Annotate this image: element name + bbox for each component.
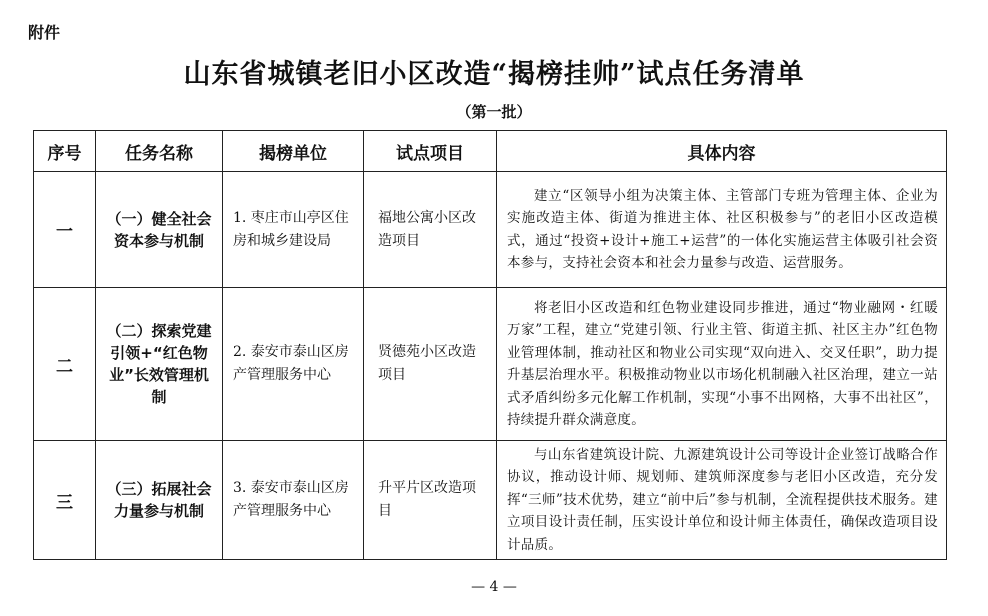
- row-project: 福地公寓小区改造项目: [364, 172, 497, 288]
- row-unit: 1. 枣庄市山亭区住房和城乡建设局: [223, 172, 364, 288]
- header-project: 试点项目: [364, 131, 497, 172]
- header-content: 具体内容: [497, 131, 947, 172]
- row-seq: 一: [34, 172, 96, 288]
- task-list-table: [33, 130, 947, 560]
- row-content: 将老旧小区改造和红色物业建设同步推进，通过“物业融网・红暖万家”工程，建立“党建引领、行业主管、街道主抓、社区主办”红色物业管理体制，推动社区和物业公司实现“双向进入、交叉任职”，助力提升基层治理水平。积极推动物业以市场化机制融入社区治理，建立一站式矛盾纠纷多元化解工作机制，实现“小事不出网格，大事不出社区”，持续提升群众满意度。: [497, 288, 947, 441]
- document-title: 山东省城镇老旧小区改造“揭榜挂帅”试点任务清单: [183, 59, 805, 90]
- document-subtitle: （第一批）: [456, 103, 532, 121]
- row-seq: 三: [34, 441, 96, 560]
- attachment-label: 附件: [28, 23, 61, 42]
- row-content: 建立“区领导小组为决策主体、主管部门专班为管理主体、企业为实施改造主体、街道为推进主体、社区积极参与”的老旧小区改造模式，通过“投资+设计+施工+运营”的一体化实施运营主体吸引社会资本参与，支持社会资本和社会力量参与改造、运营服务。: [497, 172, 947, 288]
- row-seq: 二: [34, 288, 96, 441]
- table-row: [34, 172, 947, 288]
- header-seq: 序号: [34, 131, 96, 172]
- row-task-name: （三）拓展社会力量参与机制: [96, 441, 223, 560]
- row-content: 与山东省建筑设计院、九源建筑设计公司等设计企业签订战略合作协议，推动设计师、规划师、建筑师深度参与老旧小区改造，充分发挥“三师”技术优势，建立“前中后”参与机制，全流程提供技术服务。建立项目设计责任制，压实设计单位和设计师主体责任，确保改造项目设计品质。: [497, 441, 947, 560]
- table-row: [34, 441, 947, 560]
- header-task-name: 任务名称: [96, 131, 223, 172]
- row-unit: 3. 泰安市泰山区房产管理服务中心: [223, 441, 364, 560]
- table-header-row: [34, 131, 947, 172]
- row-project: 升平片区改造项目: [364, 441, 497, 560]
- row-project: 贤德苑小区改造项目: [364, 288, 497, 441]
- row-task-name: （一）健全社会资本参与机制: [96, 172, 223, 288]
- header-unit: 揭榜单位: [223, 131, 364, 172]
- page-number: — 4 —: [471, 579, 517, 595]
- row-unit: 2. 泰安市泰山区房产管理服务中心: [223, 288, 364, 441]
- table-row: [34, 288, 947, 441]
- row-task-name: （二）探索党建引领+“红色物业”长效管理机制: [96, 288, 223, 441]
